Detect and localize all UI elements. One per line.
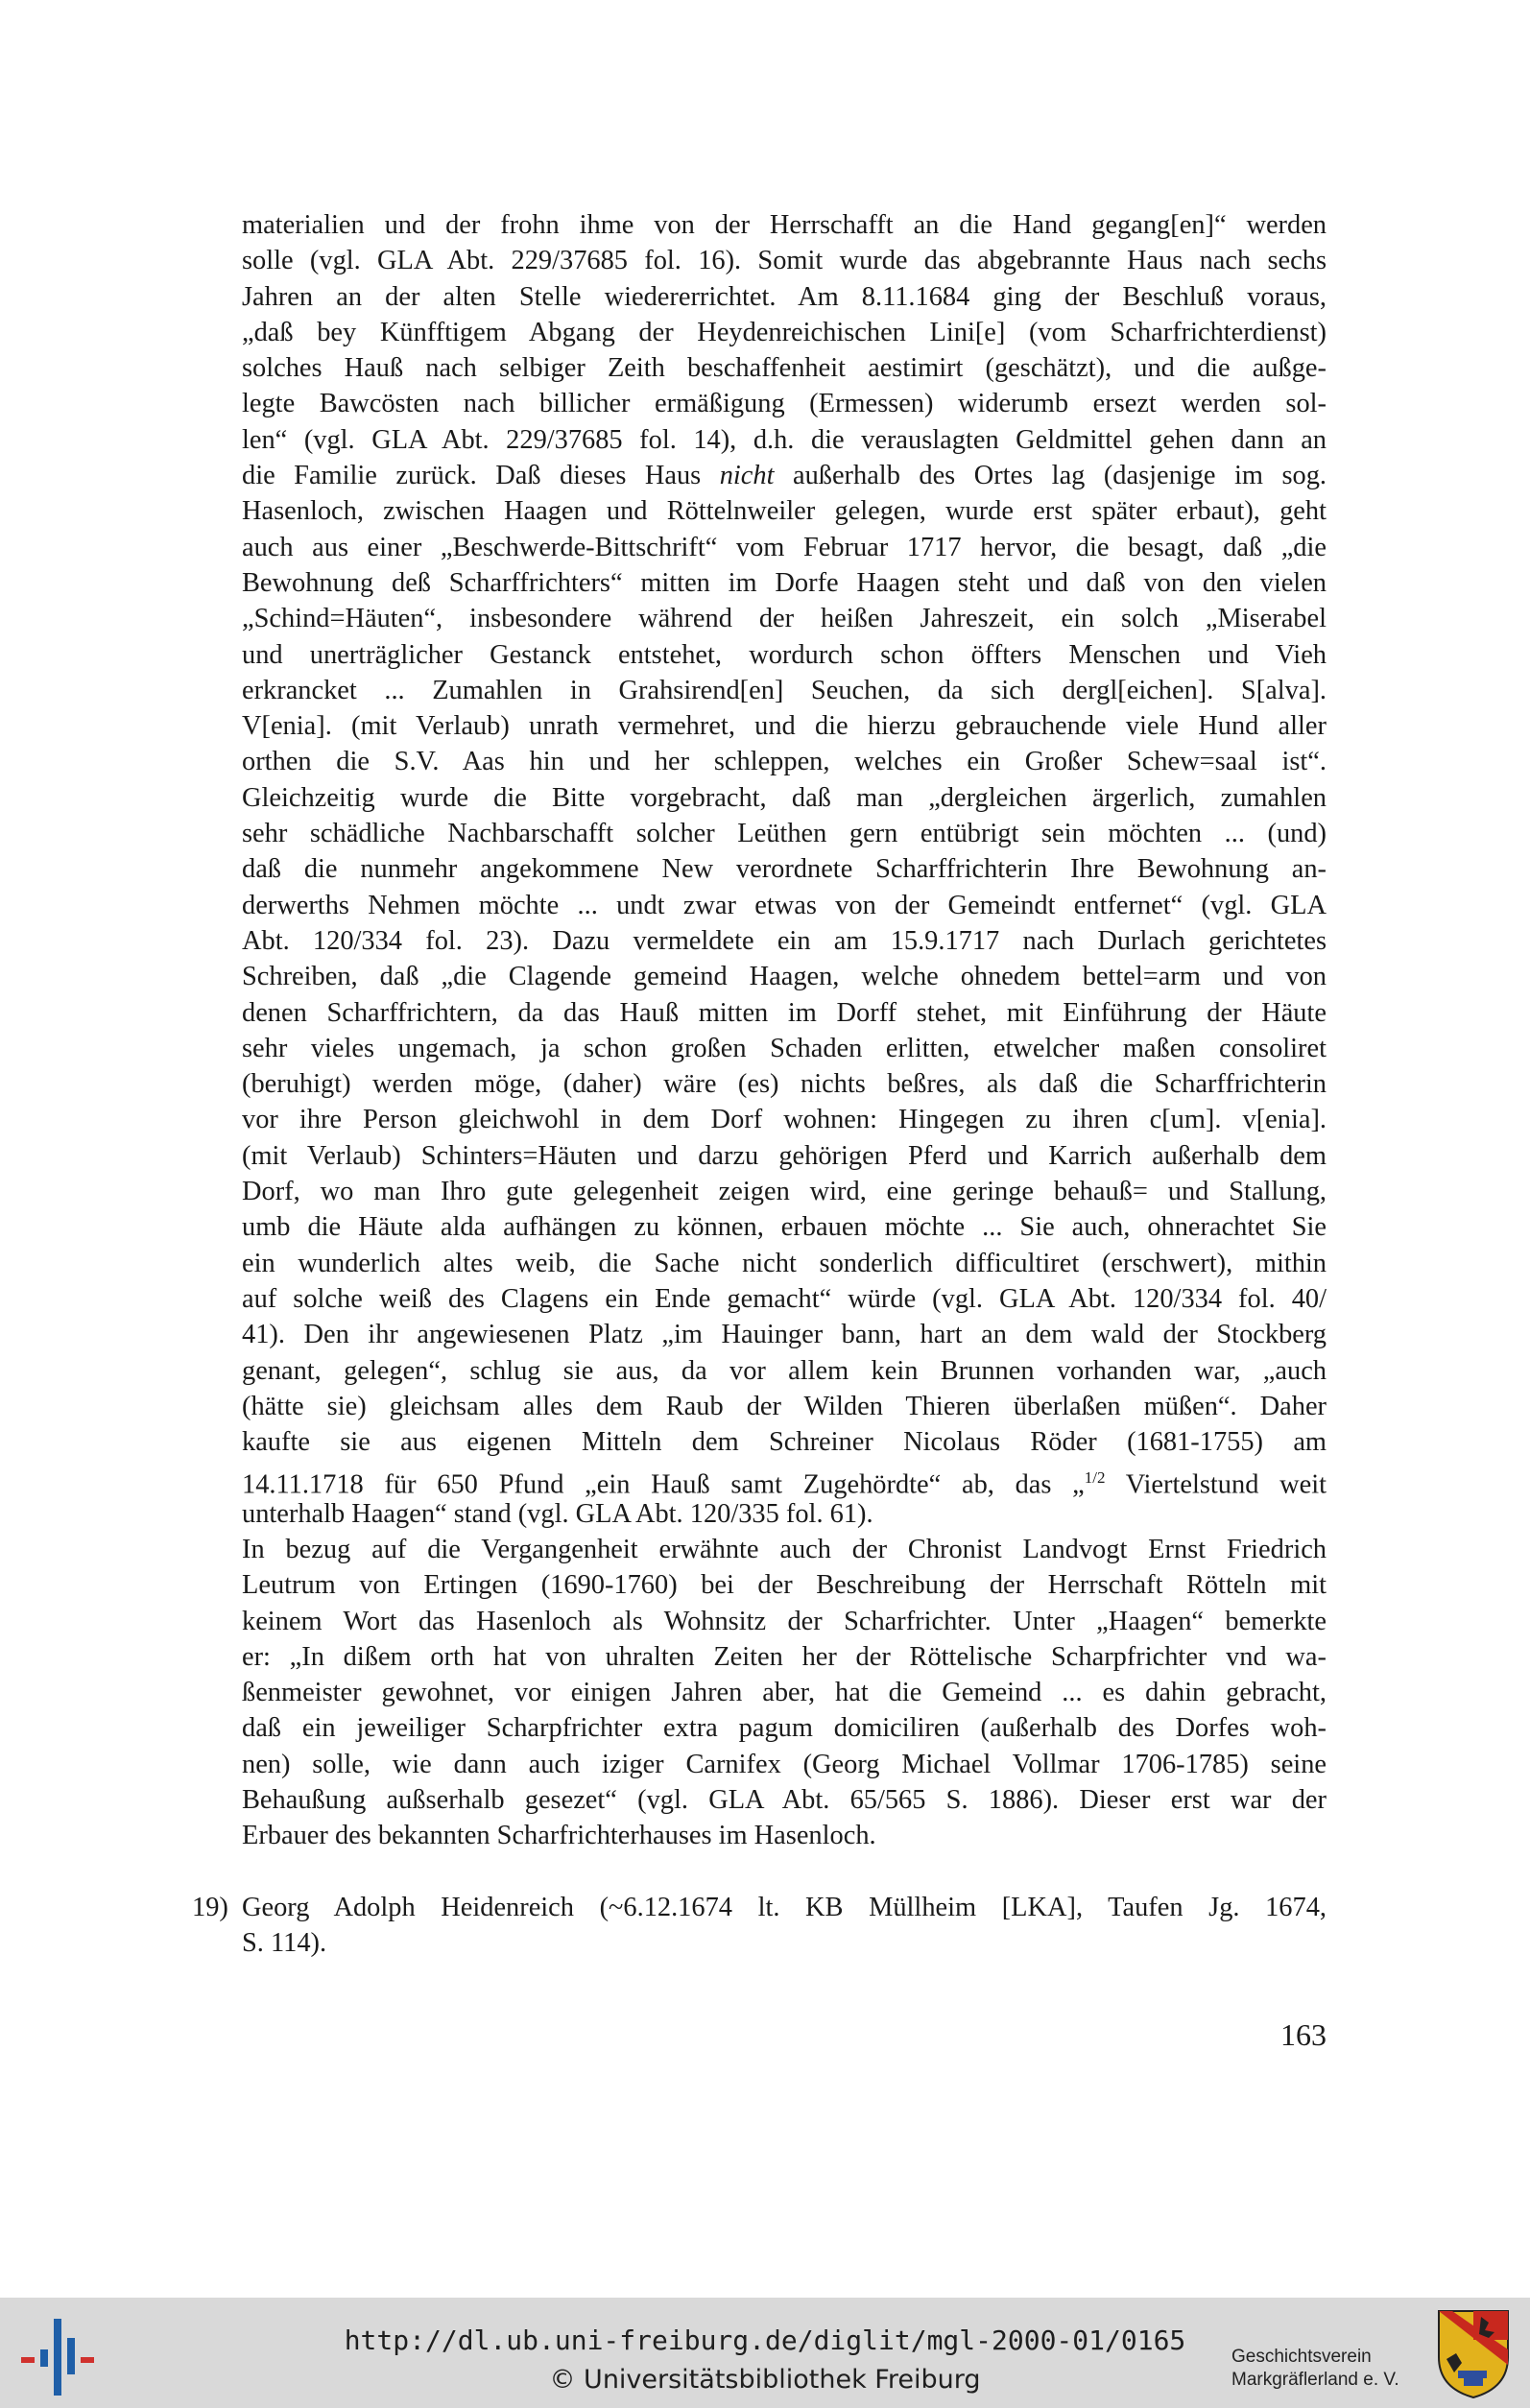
text-line: kaufte sie aus eigenen Mitteln dem Schreiner Nicolaus Röder (1681-1755) am	[242, 1427, 1327, 1458]
text-segment: 14.11.1718 für 650 Pfund „ein Hauß samt Zugehördte“ ab, das „	[242, 1469, 1085, 1500]
footer-bar	[0, 2298, 1530, 2408]
text-line: Jahren an der alten Stelle wiedererrichtet. Am 8.11.1684 ging der Beschluß voraus,	[242, 281, 1327, 312]
text-line: solches Hauß nach selbiger Zeith beschaffenheit aestimirt (geschätzt), und die außge-	[242, 353, 1327, 384]
footer-copyright: © Universitätsbibliothek Freiburg	[549, 2365, 981, 2395]
text-line: keinem Wort das Hasenloch als Wohnsitz der Scharfrichter. Unter „Haagen“ bemerkte	[242, 1606, 1327, 1636]
text-line: len“ (vgl. GLA Abt. 229/37685 fol. 14), d.h. die verauslagten Geldmittel gehen dann an	[242, 424, 1327, 455]
text-line: Schreiben, daß „die Clagende gemeind Haagen, welche ohnedem bettel=arm und von	[242, 962, 1327, 992]
text-line: Dorf, wo man Ihro gute gelegenheit zeigen wird, eine geringe behauß= und Stallung,	[242, 1177, 1327, 1207]
text-line: ein wunderlich altes weib, die Sache nicht sonderlich difficultiret (erschwert), mithin	[242, 1248, 1327, 1278]
text-line: Hasenloch, zwischen Haagen und Röttelnweiler gelegen, wurde erst später erbaut), geht	[242, 496, 1327, 527]
text-line: Leutrum von Ertingen (1690-1760) bei der Beschreibung der Herrschaft Rötteln mit	[242, 1570, 1327, 1601]
text-line: er: „In dißem orth hat von uhralten Zeiten her der Röttelische Scharpfrichter vnd wa-	[242, 1641, 1327, 1672]
text-line-mixed	[242, 458, 1327, 493]
text-line: solle (vgl. GLA Abt. 229/37685 fol. 16). Somit wurde das abgebrannte Haus nach sechs	[242, 246, 1327, 276]
text-line: (beruhigt) werden möge, (daher) wäre (es) nichts beßres, als daß die Scharffrichterin	[242, 1069, 1327, 1100]
text-line: vor ihre Person gleichwohl in dem Dorf wohnen: Hingegen zu ihren c[um]. v[enia].	[242, 1105, 1327, 1135]
main-text-block	[242, 207, 1327, 1854]
text-line: auch aus einer „Beschwerde-Bittschrift“ vom Februar 1717 hervor, die besagt, daß „die	[242, 532, 1327, 562]
text-line: derwerths Nehmen möchte ... undt zwar etwas von der Gemeindt entfernet“ (vgl. GLA	[242, 890, 1327, 920]
society-line: Markgräflerland e. V.	[1231, 2370, 1399, 2390]
text-line: denen Scharffrichtern, da das Hauß mitten im Dorff stehet, mit Einführung der Häute	[242, 997, 1327, 1028]
text-line: legte Bawcösten nach billicher ermäßigung (Ermessen) widerumb ersezt werden sol-	[242, 389, 1327, 419]
text-line: und unerträglicher Gestanck entstehet, wordurch schon öffters Menschen und Vieh	[242, 639, 1327, 670]
text-line: ßenmeister gewohnet, vor einigen Jahren aber, hat die Gemeind ... es dahin gebracht,	[242, 1678, 1327, 1708]
text-line: In bezug auf die Vergangenheit erwähnte auch der Chronist Landvogt Ernst Friedrich	[242, 1534, 1327, 1564]
text-line: nen) solle, wie dann auch iziger Carnifex (Georg Michael Vollmar 1706-1785) seine	[242, 1749, 1327, 1779]
text-segment: außerhalb des Ortes lag (dasjenige im sog.	[792, 461, 1327, 491]
text-line: Erbauer des bekannten Scharfrichterhauses im Hasenloch.	[242, 1821, 876, 1851]
text-line: orthen die S.V. Aas hin und her schleppen, welches ein Großer Schew=saal ist“.	[242, 747, 1327, 777]
text-line: unterhalb Haagen“ stand (vgl. GLA Abt. 120/335 fol. 61).	[242, 1498, 873, 1529]
coat-of-arms-icon	[1435, 2307, 1512, 2399]
text-line: Abt. 120/334 fol. 23). Dazu vermeldete ein am 15.9.1717 nach Durlach gerichtetes	[242, 925, 1327, 956]
text-line: (hätte sie) gleichsam alles dem Raub der Wilden Thieren überlaßen müßen“. Daher	[242, 1391, 1327, 1421]
text-segment: die Familie zurück. Daß dieses Haus	[242, 461, 702, 491]
italic-word: nicht	[719, 461, 775, 491]
page-number: 163	[1280, 2017, 1327, 2052]
society-line: Geschichtsverein	[1231, 2347, 1372, 2367]
text-line: daß ein jeweiliger Scharpfrichter extra pagum domiciliren (außerhalb des Dorfes woh-	[242, 1713, 1327, 1744]
text-line: Gleichzeitig wurde die Bitte vorgebracht, daß man „dergleichen ärgerlich, zumahlen	[242, 782, 1327, 813]
text-line: erkrancket ... Zumahlen in Grahsirend[en] Seuchen, da sich dergl[eichen]. S[alva].	[242, 675, 1327, 705]
text-line: 41). Den ihr angewiesenen Platz „im Hauinger bann, hart an dem wald der Stockberg	[242, 1320, 1327, 1350]
footnote-line: Georg Adolph Heidenreich (~6.12.1674 lt. KB Müllheim [LKA], Taufen Jg. 1674,	[242, 1893, 1327, 1922]
text-line: umb die Häute alda aufhängen zu können, erbauen möchte ... Sie auch, ohnerachtet Sie	[242, 1212, 1327, 1243]
fraction: 1/2	[1084, 1468, 1106, 1488]
text-line: (mit Verlaub) Schinters=Häuten und darzu gehörigen Pferd und Karrich außerhalb dem	[242, 1140, 1327, 1171]
footnote-line: S. 114).	[242, 1928, 327, 1959]
footnote-body	[242, 1890, 1327, 1962]
text-line: auf solche weiß des Clagens ein Ende gemacht“ würde (vgl. GLA Abt. 120/334 fol. 40/	[242, 1283, 1327, 1314]
text-segment: Viertelstund weit	[1125, 1469, 1327, 1500]
text-line: genant, gelegen“, schlug sie aus, da vor allem kein Brunnen vorhanden war, „auch	[242, 1355, 1327, 1386]
text-line: Behaußung außserhalb gesezet“ (vgl. GLA Abt. 65/565 S. 1886). Dieser erst war der	[242, 1785, 1327, 1816]
text-line-mixed	[242, 1460, 1327, 1500]
text-line: daß die nunmehr angekommene New verordnete Scharffrichterin Ihre Bewohnung an-	[242, 854, 1327, 885]
text-line: Bewohnung deß Scharffrichters“ mitten im Dorfe Haagen steht und daß von den vielen	[242, 567, 1327, 598]
text-line: „Schind=Häuten“, insbesondere während der heißen Jahreszeit, ein solch „Miserabel	[242, 604, 1327, 634]
footnote	[192, 1890, 1327, 1962]
text-line: sehr vieles ungemach, ja schon großen Schaden erlitten, etwelcher maßen consoliret	[242, 1033, 1327, 1063]
footnote-number: 19)	[192, 1893, 228, 1922]
text-line: V[enia]. (mit Verlaub) unrath vermehret, und die hierzu gebrauchende viele Hund aller	[242, 711, 1327, 742]
footer-url-link[interactable]: http://dl.ub.uni-freiburg.de/diglit/mgl-2000-01/0165	[344, 2325, 1186, 2356]
text-line: sehr schädliche Nachbarschafft solcher Leüthen gern entübrigt sein möchten ... (und)	[242, 819, 1327, 849]
text-line: „daß bey Künfftigem Abgang der Heydenreichischen Lini[e] (vom Scharfrichterdienst)	[242, 317, 1327, 347]
text-line: materialien und der frohn ihme von der Herrschafft an die Hand gegang[en]“ werden	[242, 210, 1327, 240]
society-name	[1231, 2346, 1399, 2392]
